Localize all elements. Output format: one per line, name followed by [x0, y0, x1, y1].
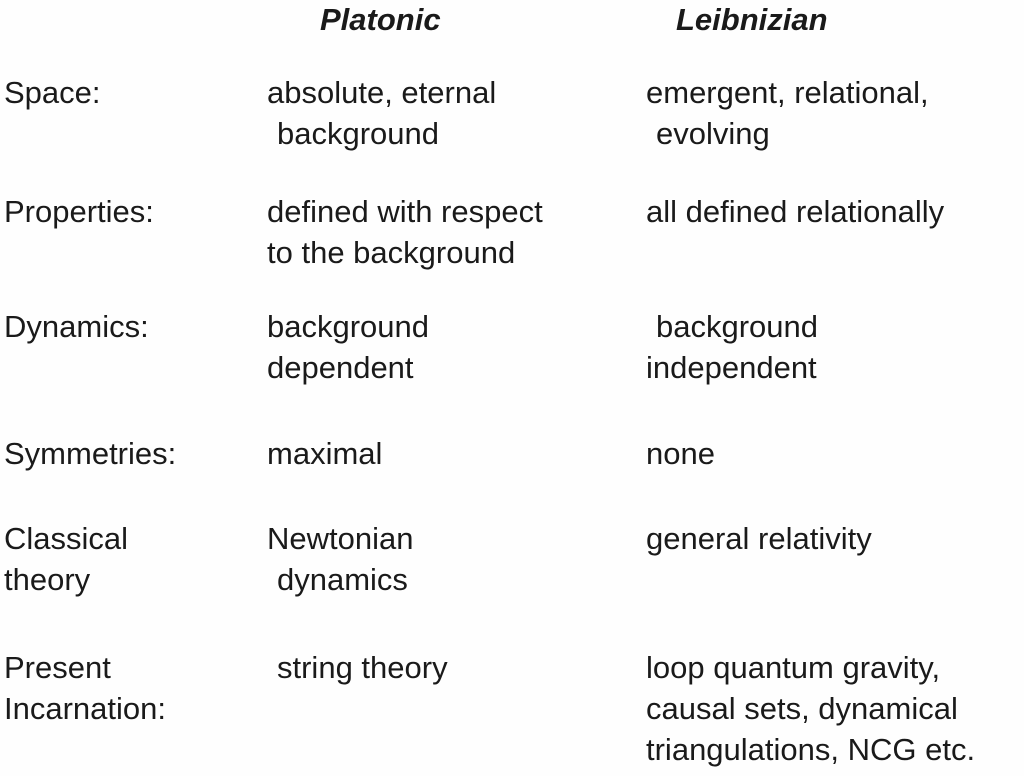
- leibnizian-properties: [646, 191, 944, 232]
- column-header-leibnizian: Leibnizian: [676, 2, 828, 37]
- label-line: Present: [4, 650, 111, 685]
- label-line: theory: [4, 562, 91, 597]
- text-line: loop quantum gravity,: [646, 650, 941, 685]
- leibnizian-space: [646, 72, 929, 154]
- row-label-space: [4, 72, 101, 113]
- label-line: Symmetries:: [4, 436, 177, 471]
- text-line: causal sets, dynamical: [646, 691, 958, 726]
- leibnizian-present-incarnation: [646, 647, 975, 770]
- platonic-symmetries: [267, 433, 382, 474]
- text-line: maximal: [267, 436, 383, 471]
- row-label-present-incarnation: [4, 647, 166, 729]
- column-header-platonic: Platonic: [320, 2, 441, 37]
- platonic-classical-theory: [267, 518, 413, 600]
- text-line: dependent: [267, 350, 414, 385]
- text-line: string theory: [277, 650, 448, 685]
- label-line: Incarnation:: [4, 691, 166, 726]
- label-line: Classical: [4, 521, 129, 556]
- text-line: emergent, relational,: [646, 75, 929, 110]
- text-line: defined with respect: [267, 194, 543, 229]
- text-line: background: [277, 116, 440, 151]
- label-line: Dynamics:: [4, 309, 149, 344]
- text-line: general relativity: [646, 521, 872, 556]
- row-label-properties: [4, 191, 154, 232]
- label-line: Properties:: [4, 194, 154, 229]
- text-line: to the background: [267, 235, 516, 270]
- text-line: all defined relationally: [646, 194, 945, 229]
- platonic-space: [267, 72, 496, 154]
- label-line: Space:: [4, 75, 101, 110]
- platonic-dynamics: [267, 306, 429, 388]
- row-label-dynamics: [4, 306, 149, 347]
- text-line: none: [646, 436, 715, 471]
- leibnizian-symmetries: [646, 433, 715, 474]
- row-label-classical-theory: [4, 518, 128, 600]
- text-line: background: [656, 309, 819, 344]
- leibnizian-classical-theory: [646, 518, 872, 559]
- text-line: absolute, eternal: [267, 75, 497, 110]
- row-label-symmetries: [4, 433, 176, 474]
- text-line: triangulations, NCG etc.: [646, 732, 976, 767]
- text-line: background: [267, 309, 430, 344]
- text-line: evolving: [656, 116, 770, 151]
- text-line: Newtonian: [267, 521, 414, 556]
- text-line: independent: [646, 350, 817, 385]
- platonic-properties: [267, 191, 543, 273]
- leibnizian-dynamics: [646, 306, 818, 388]
- text-line: dynamics: [277, 562, 408, 597]
- platonic-present-incarnation: [267, 647, 448, 688]
